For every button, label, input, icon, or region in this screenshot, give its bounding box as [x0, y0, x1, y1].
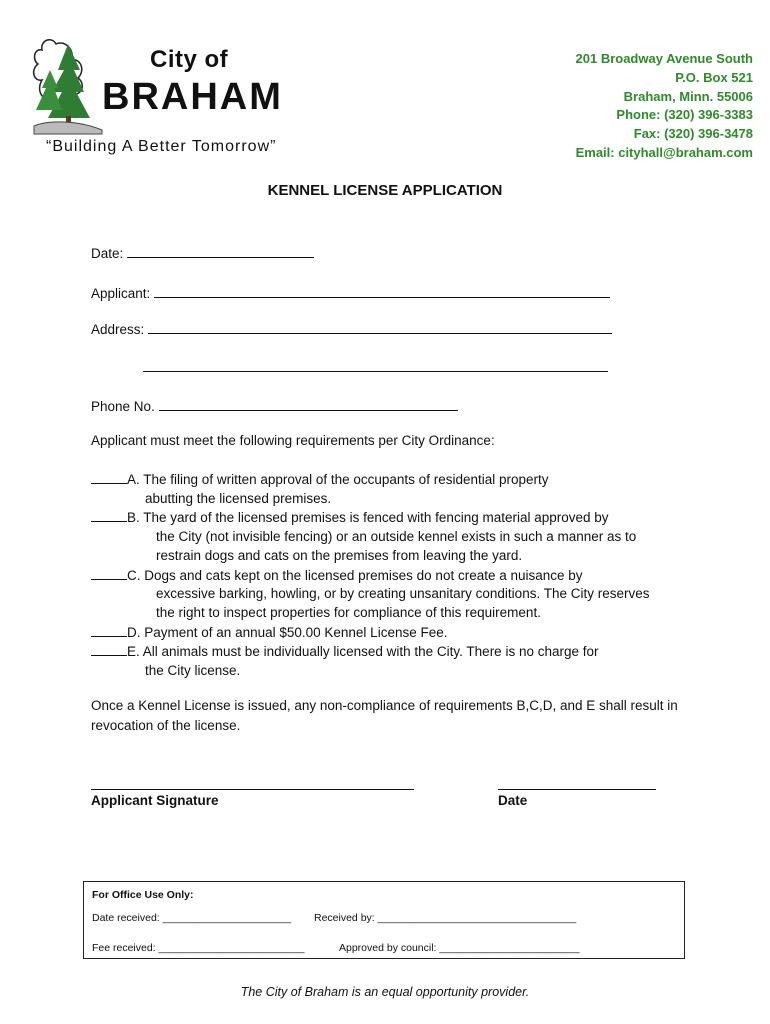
requirement-letter: E. [127, 644, 140, 660]
fee-received-field[interactable]: Fee received: _________________________ [92, 942, 305, 954]
requirement-text: excessive barking, howling, or by creating unsanitary conditions. The City reserves [156, 586, 650, 602]
requirement-text: The yard of the licensed premises is fenced with fencing material approved by [143, 510, 609, 526]
city-logo [28, 30, 108, 140]
contact-city: Braham, Minn. 55006 [623, 88, 753, 104]
date-row [91, 243, 314, 261]
requirement-text: The filing of written approval of the occupants of residential property [143, 472, 549, 487]
requirement-text: Dogs and cats kept on the licensed premises do not create a nuisance by [144, 567, 583, 583]
address-row [91, 319, 612, 337]
requirement-e [91, 642, 650, 662]
contact-email: Email: cityhall@braham.com [575, 144, 753, 160]
requirements-intro: Applicant must meet the following requirements per City Ordinance: [91, 433, 495, 448]
requirements-list [91, 470, 650, 681]
signature-date-label: Date [498, 793, 528, 808]
requirement-letter: C. [127, 567, 141, 583]
applicant-label: Applicant: [91, 286, 151, 301]
approved-by-council-field[interactable]: Approved by council: ________________________ [339, 942, 580, 954]
office-use-box [83, 881, 685, 959]
requirement-text: the City license. [145, 663, 241, 679]
address-label: Address: [91, 322, 145, 337]
requirement-b [91, 508, 650, 528]
requirement-d-checkbox[interactable] [91, 623, 127, 637]
requirement-text: the City (not invisible fencing) or an outside kennel exists in such a manner as to [156, 529, 637, 545]
equal-opportunity-footer: The City of Braham is an equal opportunity provider. [240, 985, 530, 999]
city-of-text: City of [150, 46, 229, 73]
signature-date-field[interactable] [498, 789, 656, 790]
contact-block [576, 50, 753, 163]
requirement-c-checkbox[interactable] [91, 566, 127, 580]
requirement-b-checkbox[interactable] [91, 508, 127, 522]
date-label: Date: [91, 246, 124, 261]
contact-address: 201 Broadway Avenue South [575, 51, 753, 66]
tree-icon [34, 40, 102, 134]
requirement-e-checkbox[interactable] [91, 642, 127, 656]
received-by-field[interactable]: Received by: __________________________________ [314, 912, 577, 924]
requirement-text: abutting the licensed premises. [145, 490, 332, 506]
form-title: KENNEL LICENSE APPLICATION [267, 182, 503, 199]
phone-field[interactable] [159, 396, 458, 411]
revocation-notice: Once a Kennel License is issued, any non-compliance of requirements B,C,D, and E shall result in revocation of the license. [91, 698, 678, 733]
contact-fax: Fax: (320) 396-3478 [633, 126, 753, 142]
address-field-line-2[interactable] [143, 371, 608, 372]
requirement-text: Payment of an annual $50.00 Kennel License Fee. [144, 624, 448, 640]
phone-label: Phone No. [91, 399, 155, 414]
requirement-letter: D. [127, 624, 141, 640]
phone-row [91, 396, 458, 414]
contact-po-box: P.O. Box 521 [675, 69, 753, 85]
requirement-c [91, 566, 650, 586]
signature-label: Applicant Signature [91, 793, 219, 808]
requirement-letter: B. [127, 510, 140, 526]
requirement-a-checkbox[interactable] [91, 470, 127, 484]
requirement-text: the right to inspect properties for compliance of this requirement. [156, 604, 541, 620]
requirement-a [91, 470, 650, 490]
requirement-letter: A. [127, 472, 140, 487]
tagline: “Building A Better Tomorrow” [46, 138, 277, 155]
signature-field[interactable] [91, 789, 414, 790]
applicant-field[interactable] [154, 283, 610, 298]
applicant-row [91, 283, 610, 301]
requirement-d [91, 623, 650, 643]
contact-phone: Phone: (320) 396-3383 [616, 107, 753, 123]
date-received-field[interactable]: Date received: ______________________ [92, 912, 292, 924]
requirement-text: restrain dogs and cats on the premises from leaving the yard. [156, 547, 523, 563]
office-use-header: For Office Use Only: [92, 889, 194, 901]
requirement-text: All animals must be individually licensed with the City. There is no charge for [142, 644, 599, 660]
braham-wordmark: BRAHAM [102, 76, 283, 118]
date-field[interactable] [127, 243, 314, 258]
address-field-line-1[interactable] [148, 319, 612, 334]
